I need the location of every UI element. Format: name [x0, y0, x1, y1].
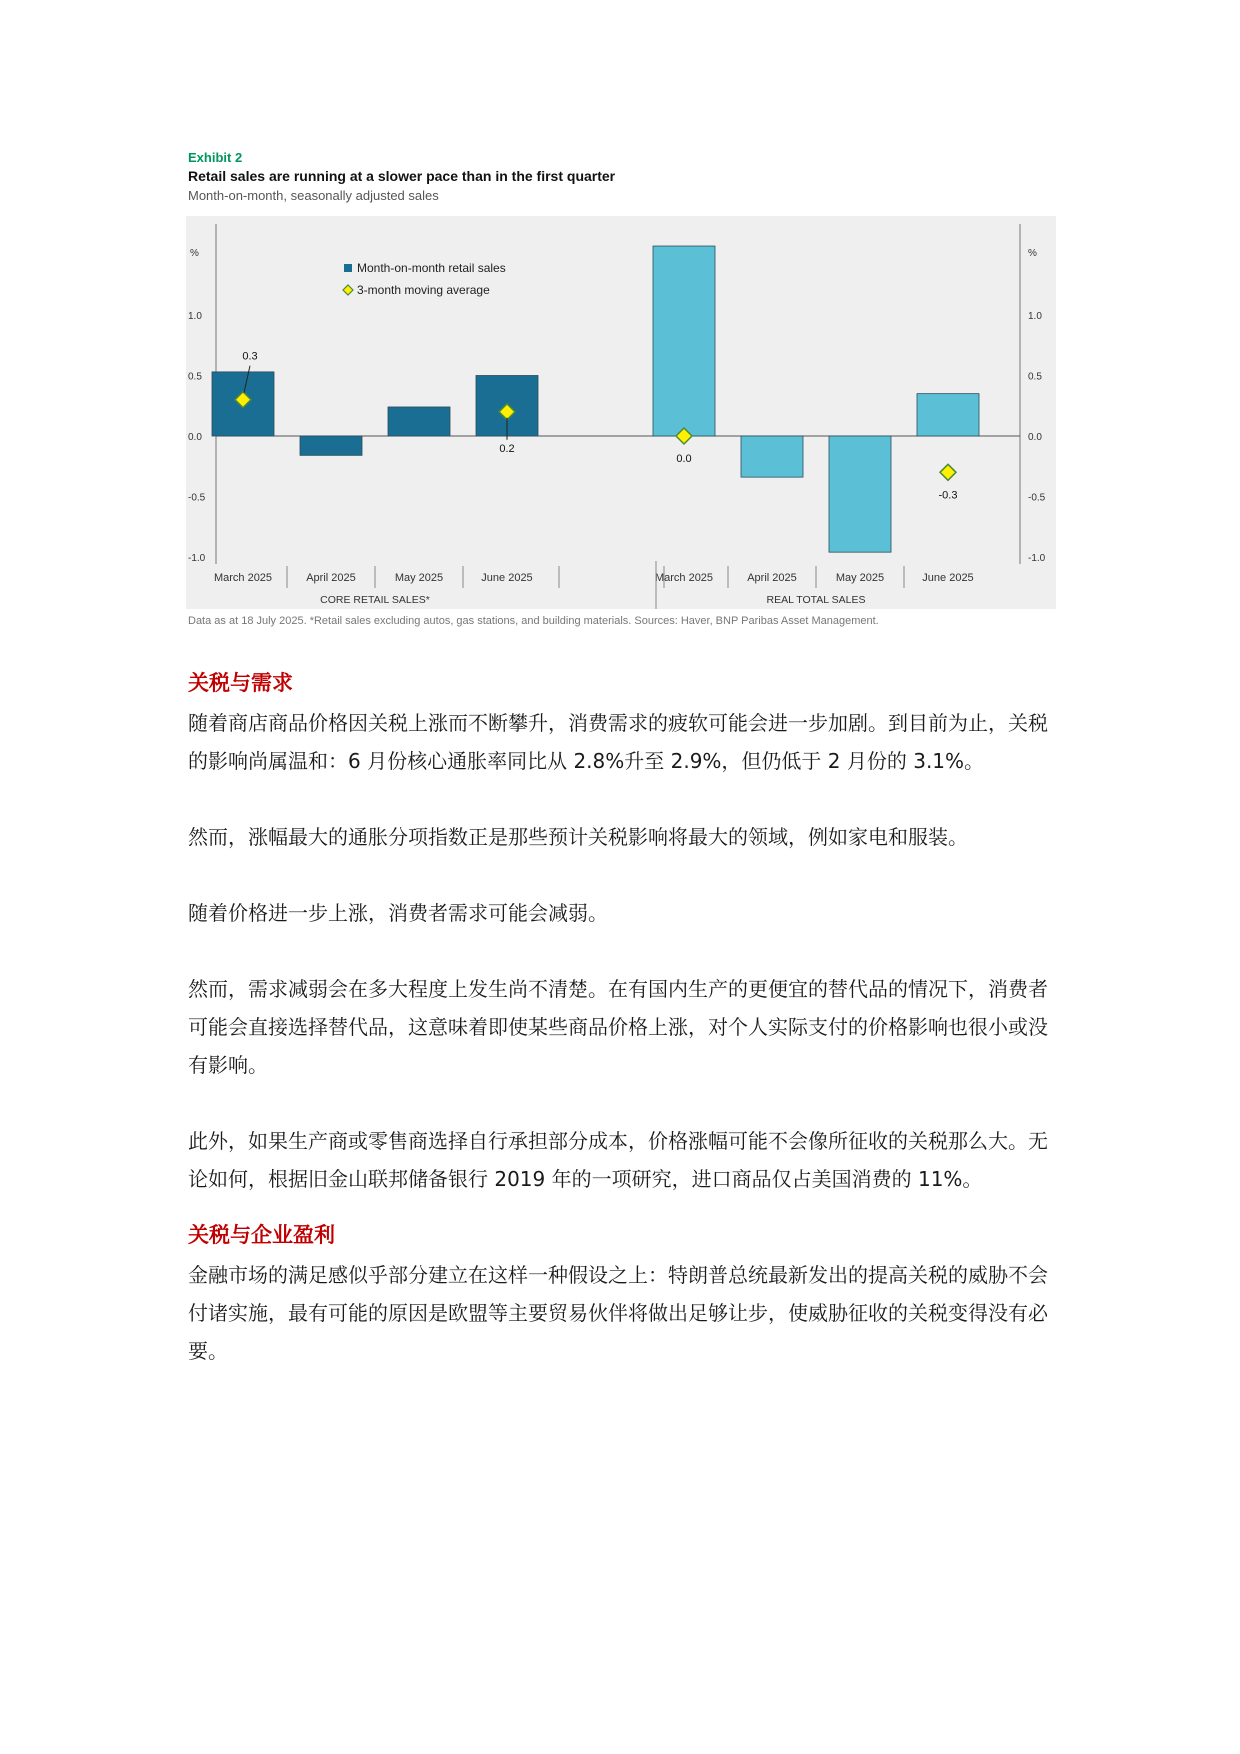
- paragraph: 随着价格进一步上涨，消费者需求可能会减弱。: [188, 901, 608, 925]
- article-body: [188, 668, 1063, 1408]
- moving-average-label: 0.3: [242, 350, 258, 363]
- right-unit-label: %: [1028, 248, 1037, 259]
- chart-panel: [186, 216, 1056, 609]
- x-tick-label: May 2025: [394, 572, 444, 584]
- bar: [917, 394, 979, 436]
- paragraph: 然而，需求减弱会在多大程度上发生尚不清楚。在有国内生产的更便宜的替代品的情况下，消费者可能会直接选择替代品，这意味着即使某些商品价格上涨，对个人实际支付的价格影响也很小或没有影响。: [188, 977, 1048, 1077]
- left-unit-label: %: [190, 248, 199, 259]
- y-tick-label-right: 0.0: [1028, 432, 1042, 443]
- moving-average-label: 0.2: [499, 442, 515, 455]
- section-tariffs-earnings: [188, 1220, 1063, 1370]
- legend-swatch-bar: [344, 264, 352, 272]
- y-tick-label-right: -0.5: [1028, 492, 1046, 504]
- legend-swatch-diamond: [343, 285, 353, 295]
- moving-average-label: -0.3: [938, 489, 958, 502]
- bar: [653, 246, 715, 436]
- bar: [388, 407, 450, 436]
- bar: [741, 436, 803, 477]
- chart-source-note: Data as at 18 July 2025. *Retail sales excluding autos, gas stations, and building materials. Sources: Haver, BNP Paribas Asset Management.: [188, 615, 879, 627]
- paragraph: 随着商店商品价格因关税上涨而不断攀升，消费需求的疲软可能会进一步加剧。到目前为止，关税的影响尚属温和：6 月份核心通胀率同比从 2.8%升至 2.9%，但仍低于 2 月份的 3.1%。: [188, 711, 1048, 773]
- group-label: CORE RETAIL SALES*: [320, 594, 430, 606]
- x-tick-label: April 2025: [747, 572, 797, 584]
- y-tick-label-left: 0.0: [188, 432, 202, 443]
- y-tick-label-right: 0.5: [1028, 371, 1042, 383]
- paragraph: 然而，涨幅最大的通胀分项指数正是那些预计关税影响将最大的领域，例如家电和服装。: [188, 825, 968, 849]
- y-tick-label-right: -1.0: [1028, 553, 1046, 564]
- legend-label: 3-month moving average: [357, 283, 490, 297]
- exhibit-title: Retail sales are running at a slower pace than in the first quarter: [188, 168, 616, 184]
- paragraph: 此外，如果生产商或零售商选择自行承担部分成本，价格涨幅可能不会像所征收的关税那么大。无论如何，根据旧金山联邦储备银行 2019 年的一项研究，进口商品仅占美国消费的 11%。: [188, 1129, 1048, 1191]
- y-tick-label-left: 1.0: [188, 311, 202, 322]
- retail-sales-chart: [186, 216, 1056, 609]
- exhibit-subtitle: Month-on-month, seasonally adjusted sales: [188, 188, 439, 203]
- y-tick-label-left: -0.5: [188, 492, 206, 504]
- legend-label: Month-on-month retail sales: [357, 261, 506, 275]
- bar: [829, 436, 891, 552]
- moving-average-marker: [940, 464, 956, 480]
- bar: [300, 436, 362, 455]
- moving-average-label: 0.0: [676, 453, 692, 465]
- paragraph: 金融市场的满足感似乎部分建立在这样一种假设之上：特朗普总统最新发出的提高关税的威胁不会付诸实施，最有可能的原因是欧盟等主要贸易伙伴将做出足够让步，使威胁征收的关税变得没有必要。: [188, 1263, 1048, 1363]
- x-tick-label: June 2025: [922, 572, 974, 584]
- y-tick-label-right: 1.0: [1028, 311, 1042, 322]
- x-tick-label: March 2025: [654, 572, 714, 584]
- y-tick-label-left: 0.5: [188, 371, 202, 383]
- y-tick-label-left: -1.0: [188, 553, 206, 564]
- group-label: REAL TOTAL SALES: [766, 594, 866, 606]
- x-tick-label: April 2025: [306, 572, 356, 584]
- section-heading: 关税与企业盈利: [188, 1223, 335, 1247]
- x-tick-label: June 2025: [481, 572, 533, 584]
- exhibit-label: Exhibit 2: [188, 150, 243, 165]
- x-tick-label: March 2025: [213, 572, 273, 584]
- section-tariffs-demand: [188, 668, 1063, 1198]
- section-heading: 关税与需求: [188, 671, 293, 695]
- x-tick-label: May 2025: [835, 572, 885, 584]
